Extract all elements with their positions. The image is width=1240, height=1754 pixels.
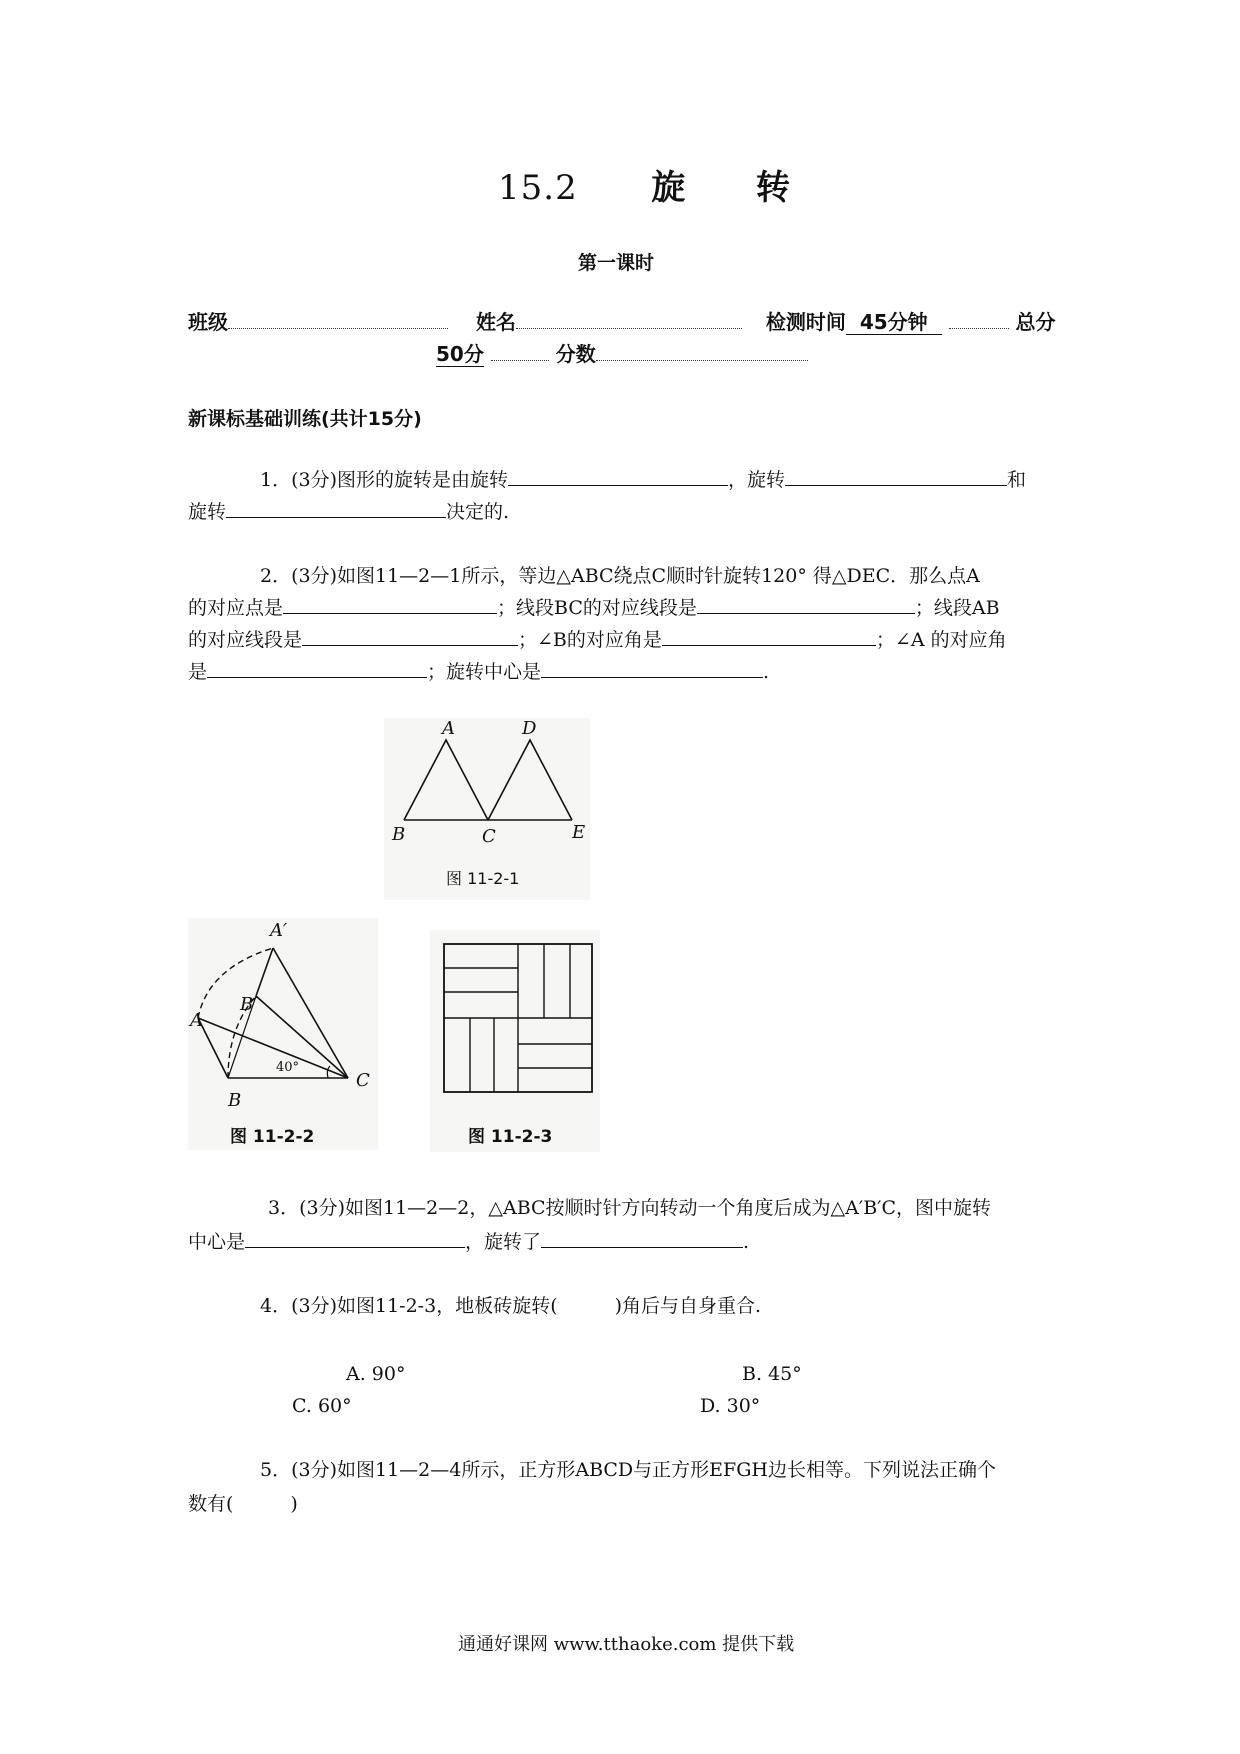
question-5-line-1: 5．(3分)如图11—2—4所示，正方形ABCD与正方形EFGH边长相等。下列说法正确个 xyxy=(260,1459,996,1481)
lesson-label: 第一课时 xyxy=(578,252,655,274)
q2-blank-1[interactable] xyxy=(283,595,497,614)
score-field[interactable] xyxy=(596,342,808,361)
q4-option-d[interactable]: D. 30° xyxy=(700,1395,761,1417)
question-1-line-2: 旋转 决定的. xyxy=(188,501,510,523)
fig1-caption: 图 11-2-1 xyxy=(446,869,520,888)
question-1-line-1: 1．(3分)图形的旋转是由旋转 ，旋转 和 xyxy=(260,469,1027,491)
info-line-2 xyxy=(436,340,808,368)
question-4-stem: 4．(3分)如图11-2-3，地板砖旋转( )角后与自身重合. xyxy=(260,1295,762,1317)
page-footer: 通通好课网 www.tthaoke.com 提供下载 xyxy=(458,1634,795,1655)
section-title: 新课标基础训练(共计15分) xyxy=(188,408,422,430)
q4-option-b[interactable]: B. 45° xyxy=(742,1363,802,1385)
question-2-line-3: 的对应线段是 ；∠B的对应角是 ；∠A 的对应角 xyxy=(188,629,1007,651)
q1-blank-2[interactable] xyxy=(785,467,1007,486)
time-value: 45分钟 xyxy=(846,310,942,335)
figure-11-2-3-drawing xyxy=(430,930,600,1152)
fig1-label-a: A xyxy=(442,718,455,739)
class-label: 班级 xyxy=(188,310,228,334)
fig2-caption: 图 11-2-2 xyxy=(230,1127,315,1147)
q2-blank-6[interactable] xyxy=(541,659,763,678)
title-char-1: 旋 xyxy=(651,168,687,208)
question-5-line-2: 数有( ) xyxy=(188,1493,298,1515)
info-line-1 xyxy=(188,308,1056,336)
question-3-line-1: 3．(3分)如图11—2—2，△ABC按顺时针方向转动一个角度后成为△A′B′C，图中旋转 xyxy=(268,1197,992,1219)
fig2-label-b: B xyxy=(228,1090,242,1111)
q1-blank-3[interactable] xyxy=(226,499,446,518)
fig3-caption: 图 11-2-3 xyxy=(468,1127,553,1147)
fig2-angle-label: 40° xyxy=(276,1060,300,1075)
total-label: 总分 xyxy=(1015,310,1056,334)
question-2-line-2: 的对应点是 ；线段BC的对应线段是 ；线段AB xyxy=(188,597,1000,619)
fig1-label-b: B xyxy=(392,824,406,845)
fig2-label-c: C xyxy=(356,1070,370,1091)
q1-blank-1[interactable] xyxy=(508,467,728,486)
figure-11-2-3 xyxy=(430,930,600,1152)
q2-blank-5[interactable] xyxy=(207,659,427,678)
q4-option-c[interactable]: C. 60° xyxy=(292,1395,352,1417)
figure-11-2-1 xyxy=(384,718,590,900)
page-title xyxy=(498,160,791,209)
q3-blank-1[interactable] xyxy=(245,1229,465,1248)
fig1-label-d: D xyxy=(522,718,537,739)
fig2-label-a: A xyxy=(190,1010,203,1031)
fig1-label-c: C xyxy=(482,826,496,847)
figure-11-2-2 xyxy=(188,918,378,1150)
q3-blank-2[interactable] xyxy=(541,1229,743,1248)
title-char-2: 转 xyxy=(755,168,791,208)
total-value: 50分 xyxy=(436,342,484,366)
score-label: 分数 xyxy=(555,342,596,366)
question-3-line-2: 中心是 ，旋转了 . xyxy=(188,1231,750,1253)
fig2-label-b-prime: B′ xyxy=(240,994,258,1015)
q2-blank-2[interactable] xyxy=(697,595,915,614)
name-label: 姓名 xyxy=(475,310,516,334)
figure-11-2-2-drawing xyxy=(188,918,378,1150)
q2-blank-4[interactable] xyxy=(662,627,876,646)
fig2-label-a-prime: A′ xyxy=(270,920,288,941)
time-label: 检测时间 xyxy=(765,310,846,334)
question-2-line-4: 是 ；旋转中心是 . xyxy=(188,661,770,683)
section-number: 15.2 xyxy=(498,168,578,208)
name-field[interactable] xyxy=(516,310,742,329)
q2-blank-3[interactable] xyxy=(302,627,518,646)
q4-option-a[interactable]: A. 90° xyxy=(346,1363,406,1385)
class-field[interactable] xyxy=(228,310,448,329)
question-2-line-1: 2．(3分)如图11—2—1所示，等边△ABC绕点C顺时针旋转120° 得△DEC．那么点A xyxy=(260,565,980,587)
fig1-label-e: E xyxy=(572,822,586,843)
